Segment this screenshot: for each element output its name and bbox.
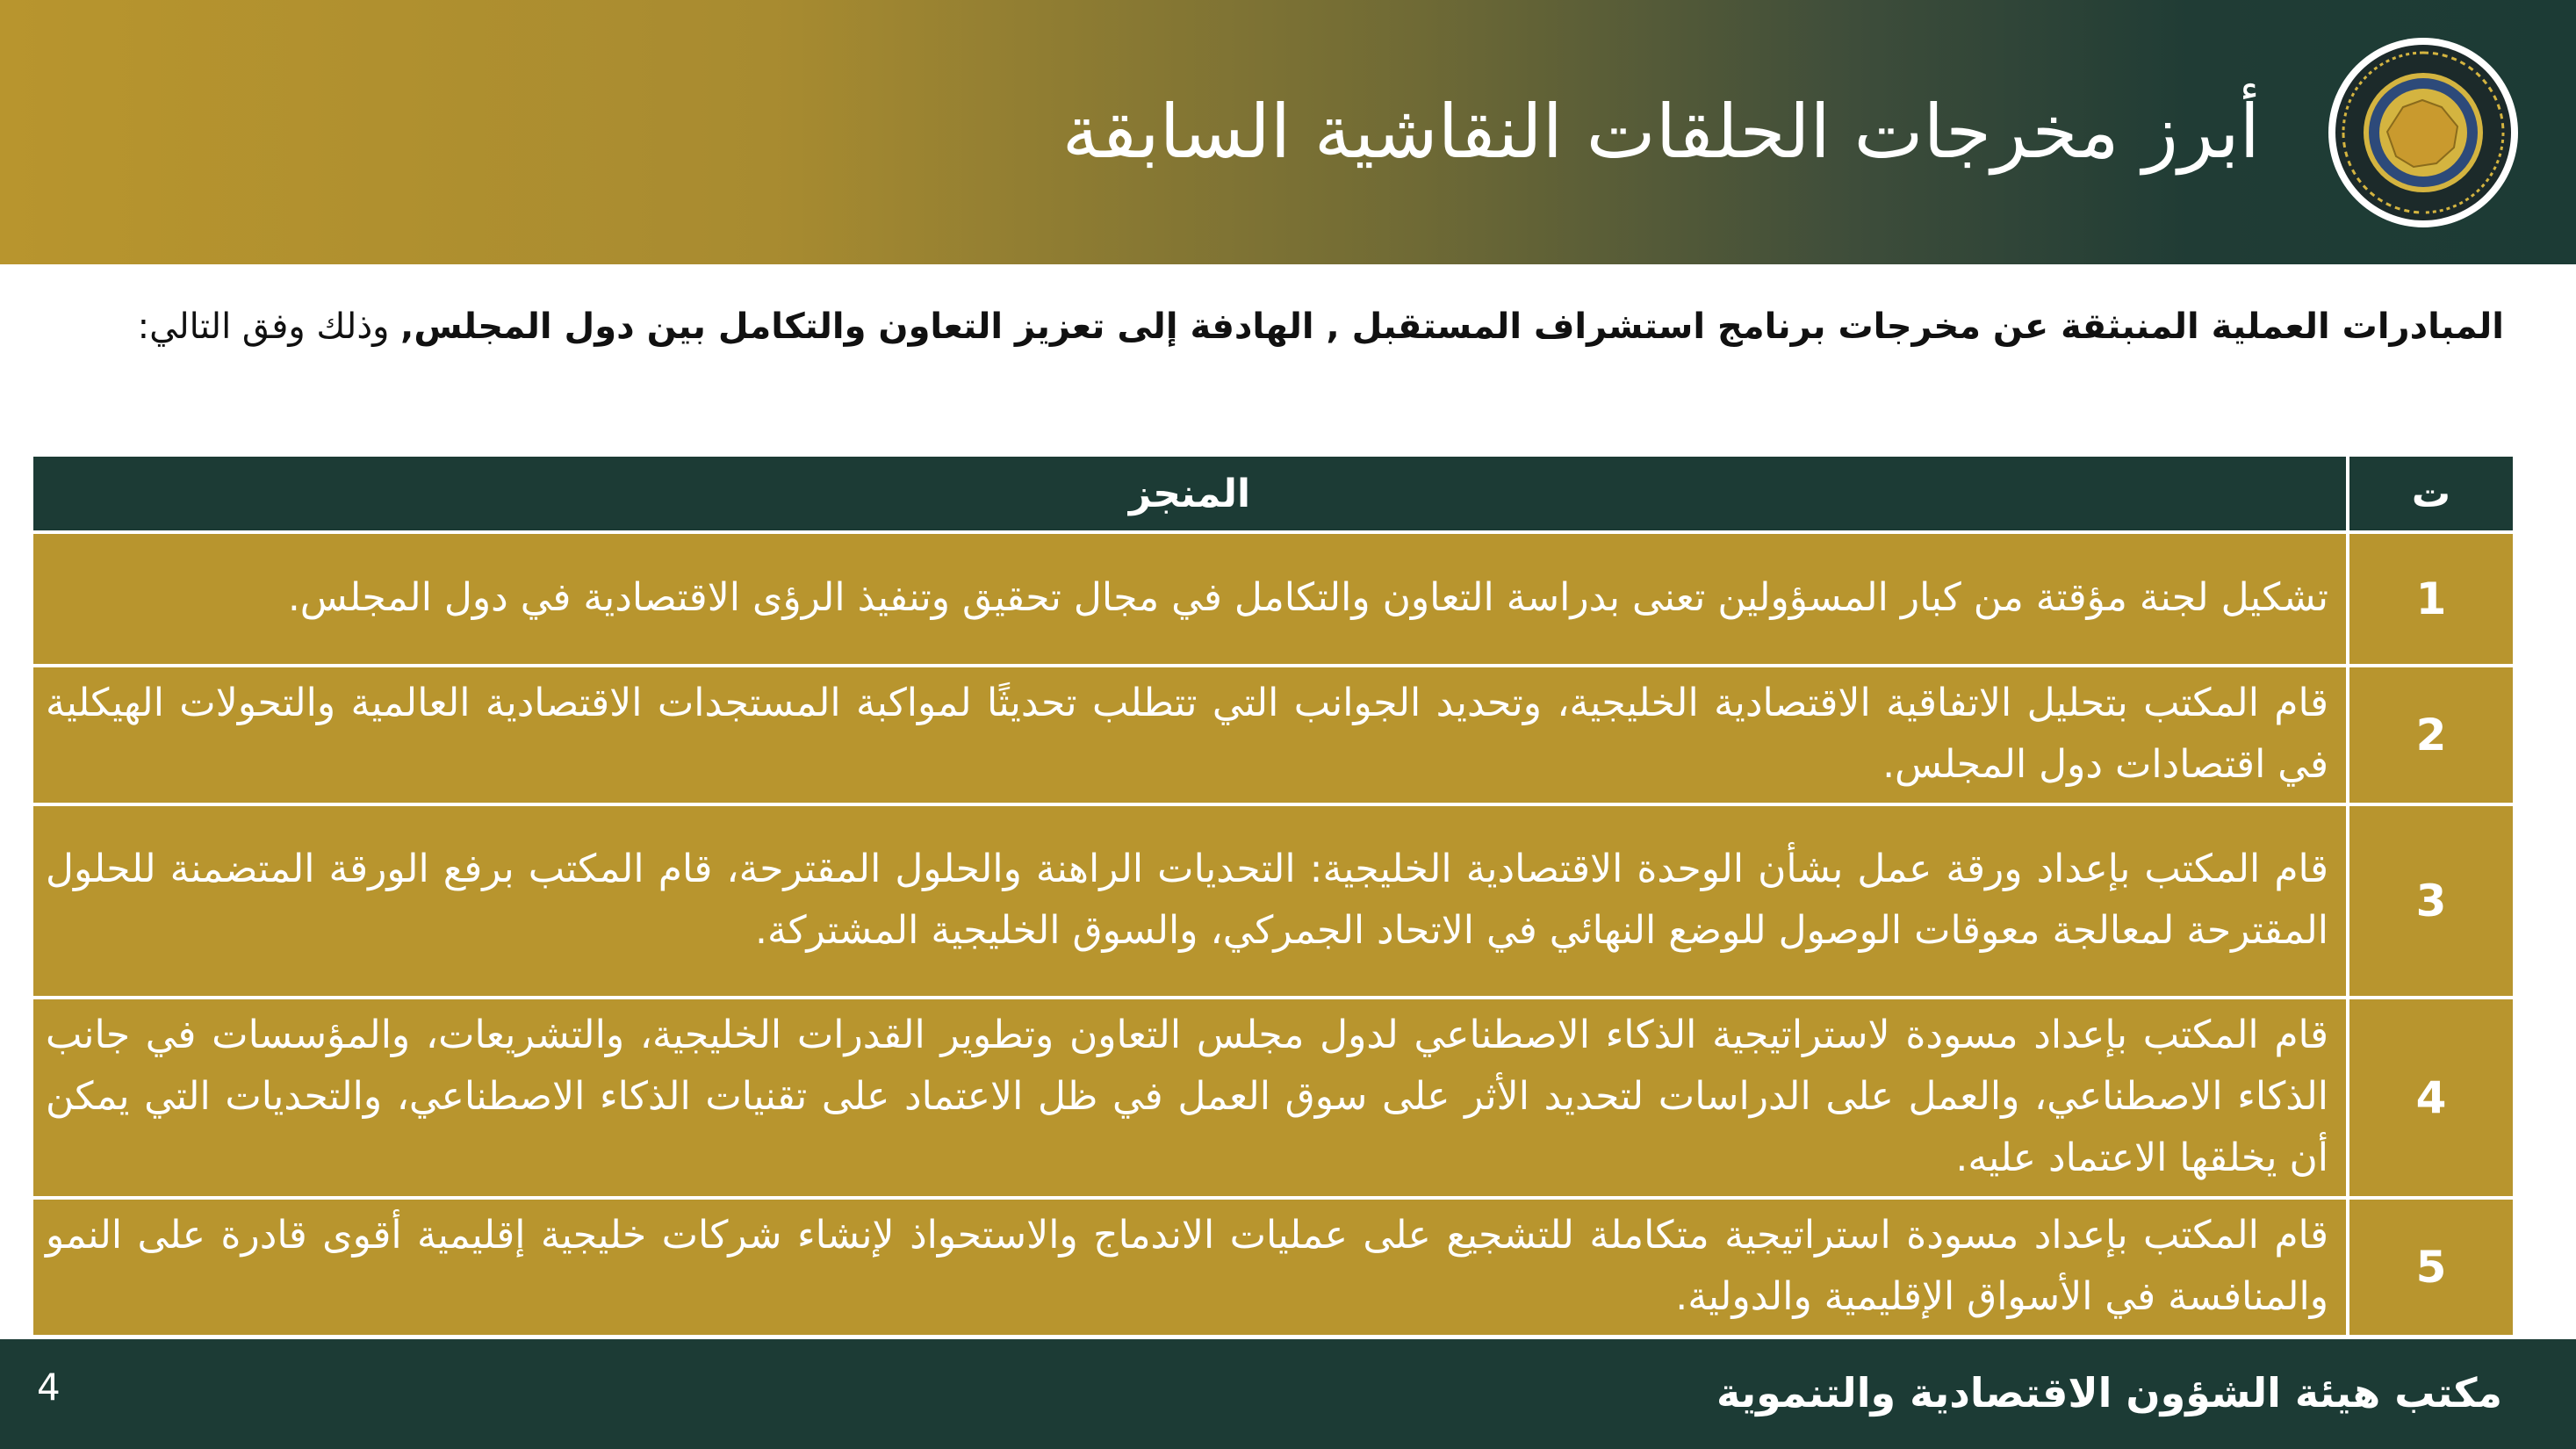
row-text: قام المكتب بإعداد مسودة استراتيجية متكاملة للتشجيع على عمليات الاندماج والاستحواذ لإنشاء شركات خليجية إقليمية أقوى قادرة على النمو والمنافسة في الأسواق الإقليمية والدولية. [33,1200,2346,1335]
intro-bold-text: المبادرات العملية المنبثقة عن مخرجات برنامج استشراف المستقبل , الهادفة إلى تعزيز التعاون والتكامل بين دول المجلس, [400,306,2504,347]
table-row [33,534,2513,664]
page-title: أبرز مخرجات الحلقات النقاشية السابقة [1061,89,2260,175]
header-achievement: المنجز [33,457,2346,530]
table-row [33,806,2513,996]
table-row [33,1200,2513,1335]
row-number: 5 [2349,1200,2513,1335]
row-number: 3 [2349,806,2513,996]
gcc-emblem-icon [2326,35,2521,230]
row-number: 2 [2349,667,2513,803]
row-text: قام المكتب بإعداد ورقة عمل بشأن الوحدة الاقتصادية الخليجية: التحديات الراهنة والحلول المقترحة، قام المكتب برفع الورقة المتضمنة للحلول المقترحة لمعالجة معوقات الوصول للوضع النهائي في الاتحاد الجمركي، والسوق الخليجية المشتركة. [33,806,2346,996]
slide-footer [0,1339,2576,1449]
page-number: 4 [37,1366,61,1409]
office-name: مكتب هيئة الشؤون الاقتصادية والتنموية [1716,1369,2502,1417]
table-row [33,667,2513,803]
row-text: تشكيل لجنة مؤقتة من كبار المسؤولين تعنى بدراسة التعاون والتكامل في مجال تحقيق وتنفيذ الرؤى الاقتصادية في دول المجلس. [33,534,2346,664]
row-text: قام المكتب بتحليل الاتفاقية الاقتصادية الخليجية، وتحديد الجوانب التي تتطلب تحديثًا لمواكبة المستجدات الاقتصادية العالمية والتحولات الهيكلية في اقتصادات دول المجلس. [33,667,2346,803]
row-number: 4 [2349,999,2513,1196]
achievements-table [30,453,2516,1338]
table-header-row [33,457,2513,530]
row-text: قام المكتب بإعداد مسودة لاستراتيجية الذكاء الاصطناعي لدول مجلس التعاون وتطوير القدرات الخليجية، والتشريعات، والمؤسسات في جانب الذكاء الاصطناعي، والعمل على الدراسات لتحديد الأثر على سوق العمل في ظل الاعتماد على تقنيات الذكاء الاصطناعي، والتحديات التي يمكن أن يخلقها الاعتماد عليه. [33,999,2346,1196]
slide-header [0,0,2576,264]
row-number: 1 [2349,534,2513,664]
header-number: ت [2349,457,2513,530]
intro-normal-text: وذلك وفق التالي: [137,306,401,347]
table-row [33,999,2513,1196]
intro-paragraph [63,290,2504,364]
